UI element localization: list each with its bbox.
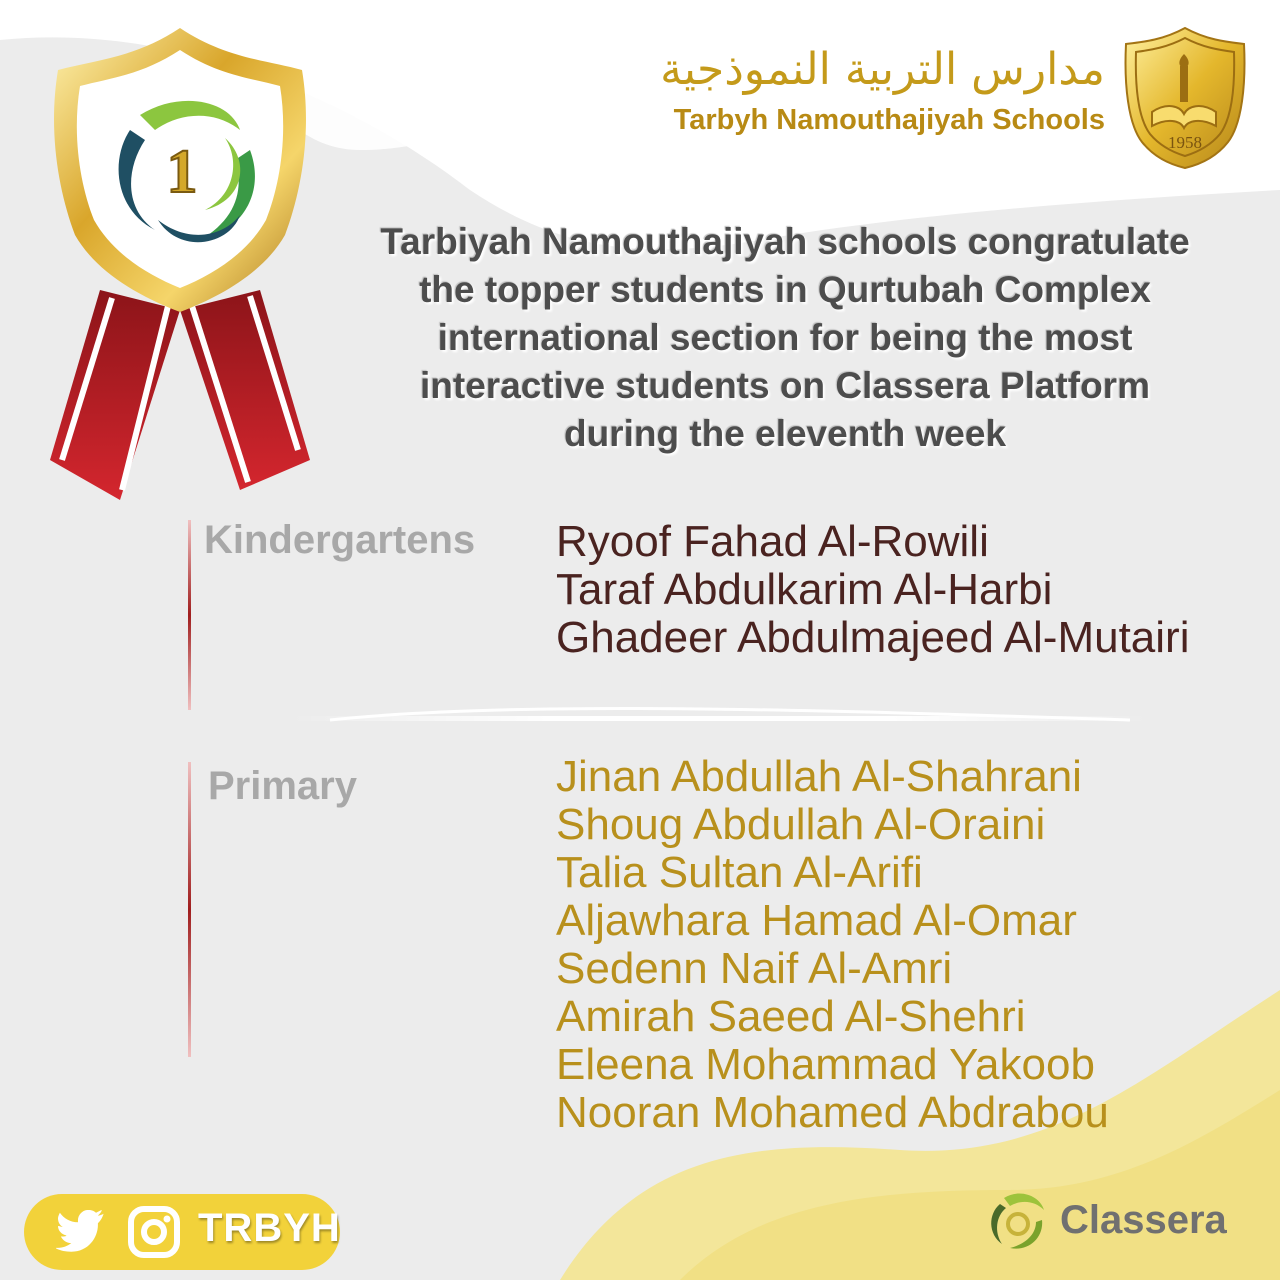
crest-year: 1958 (1168, 133, 1202, 152)
primary-student-list (556, 753, 1109, 1137)
student-name: Sedenn Naif Al-Amri (556, 944, 953, 993)
headline-line: during the eleventh week (563, 413, 1007, 454)
headline-line: the topper students in Qurtubah Complex (419, 269, 1151, 310)
headline-line: Tarbiyah Namouthajiyah schools congratulate (380, 221, 1190, 262)
student-name: Shoug Abdullah Al-Oraini (556, 800, 1046, 849)
student-name: Amirah Saeed Al-Shehri (556, 992, 1026, 1041)
medal-icon (40, 20, 320, 510)
crest-icon (1122, 24, 1248, 170)
social-media-bar (24, 1194, 340, 1270)
kindergarten-divider-line (188, 520, 191, 710)
social-handle[interactable]: TRBYH (198, 1206, 341, 1250)
instagram-icon[interactable] (128, 1206, 180, 1258)
student-name: Aljawhara Hamad Al-Omar (556, 896, 1077, 945)
student-name: Talia Sultan Al-Arifi (556, 848, 923, 897)
student-name: Ryoof Fahad Al-Rowili (556, 517, 989, 566)
student-name: Taraf Abdulkarim Al-Harbi (556, 565, 1053, 614)
student-name: Jinan Abdullah Al-Shahrani (556, 752, 1082, 801)
medal-number: 1 (166, 138, 198, 206)
headline-line: interactive students on Classera Platform (420, 365, 1150, 406)
kindergartens-label: Kindergartens (204, 518, 476, 562)
kindergarten-student-list (556, 518, 1189, 662)
school-name-arabic: مدارس التربية النموذجية (660, 44, 1105, 95)
student-name: Nooran Mohamed Abdrabou (556, 1088, 1109, 1137)
primary-label: Primary (208, 764, 357, 808)
primary-divider-line (188, 762, 191, 1057)
student-name: Eleena Mohammad Yakoob (556, 1040, 1095, 1089)
classera-wordmark: Classera (1060, 1198, 1227, 1242)
congratulation-headline (320, 218, 1250, 458)
classera-logo-icon (980, 1186, 1052, 1258)
school-name-english: Tarbyh Namouthajiyah Schools (673, 104, 1105, 136)
student-name: Ghadeer Abdulmajeed Al-Mutairi (556, 613, 1190, 662)
twitter-icon[interactable] (56, 1210, 106, 1254)
section-divider (290, 716, 1150, 721)
headline-line: international section for being the most (437, 317, 1133, 358)
